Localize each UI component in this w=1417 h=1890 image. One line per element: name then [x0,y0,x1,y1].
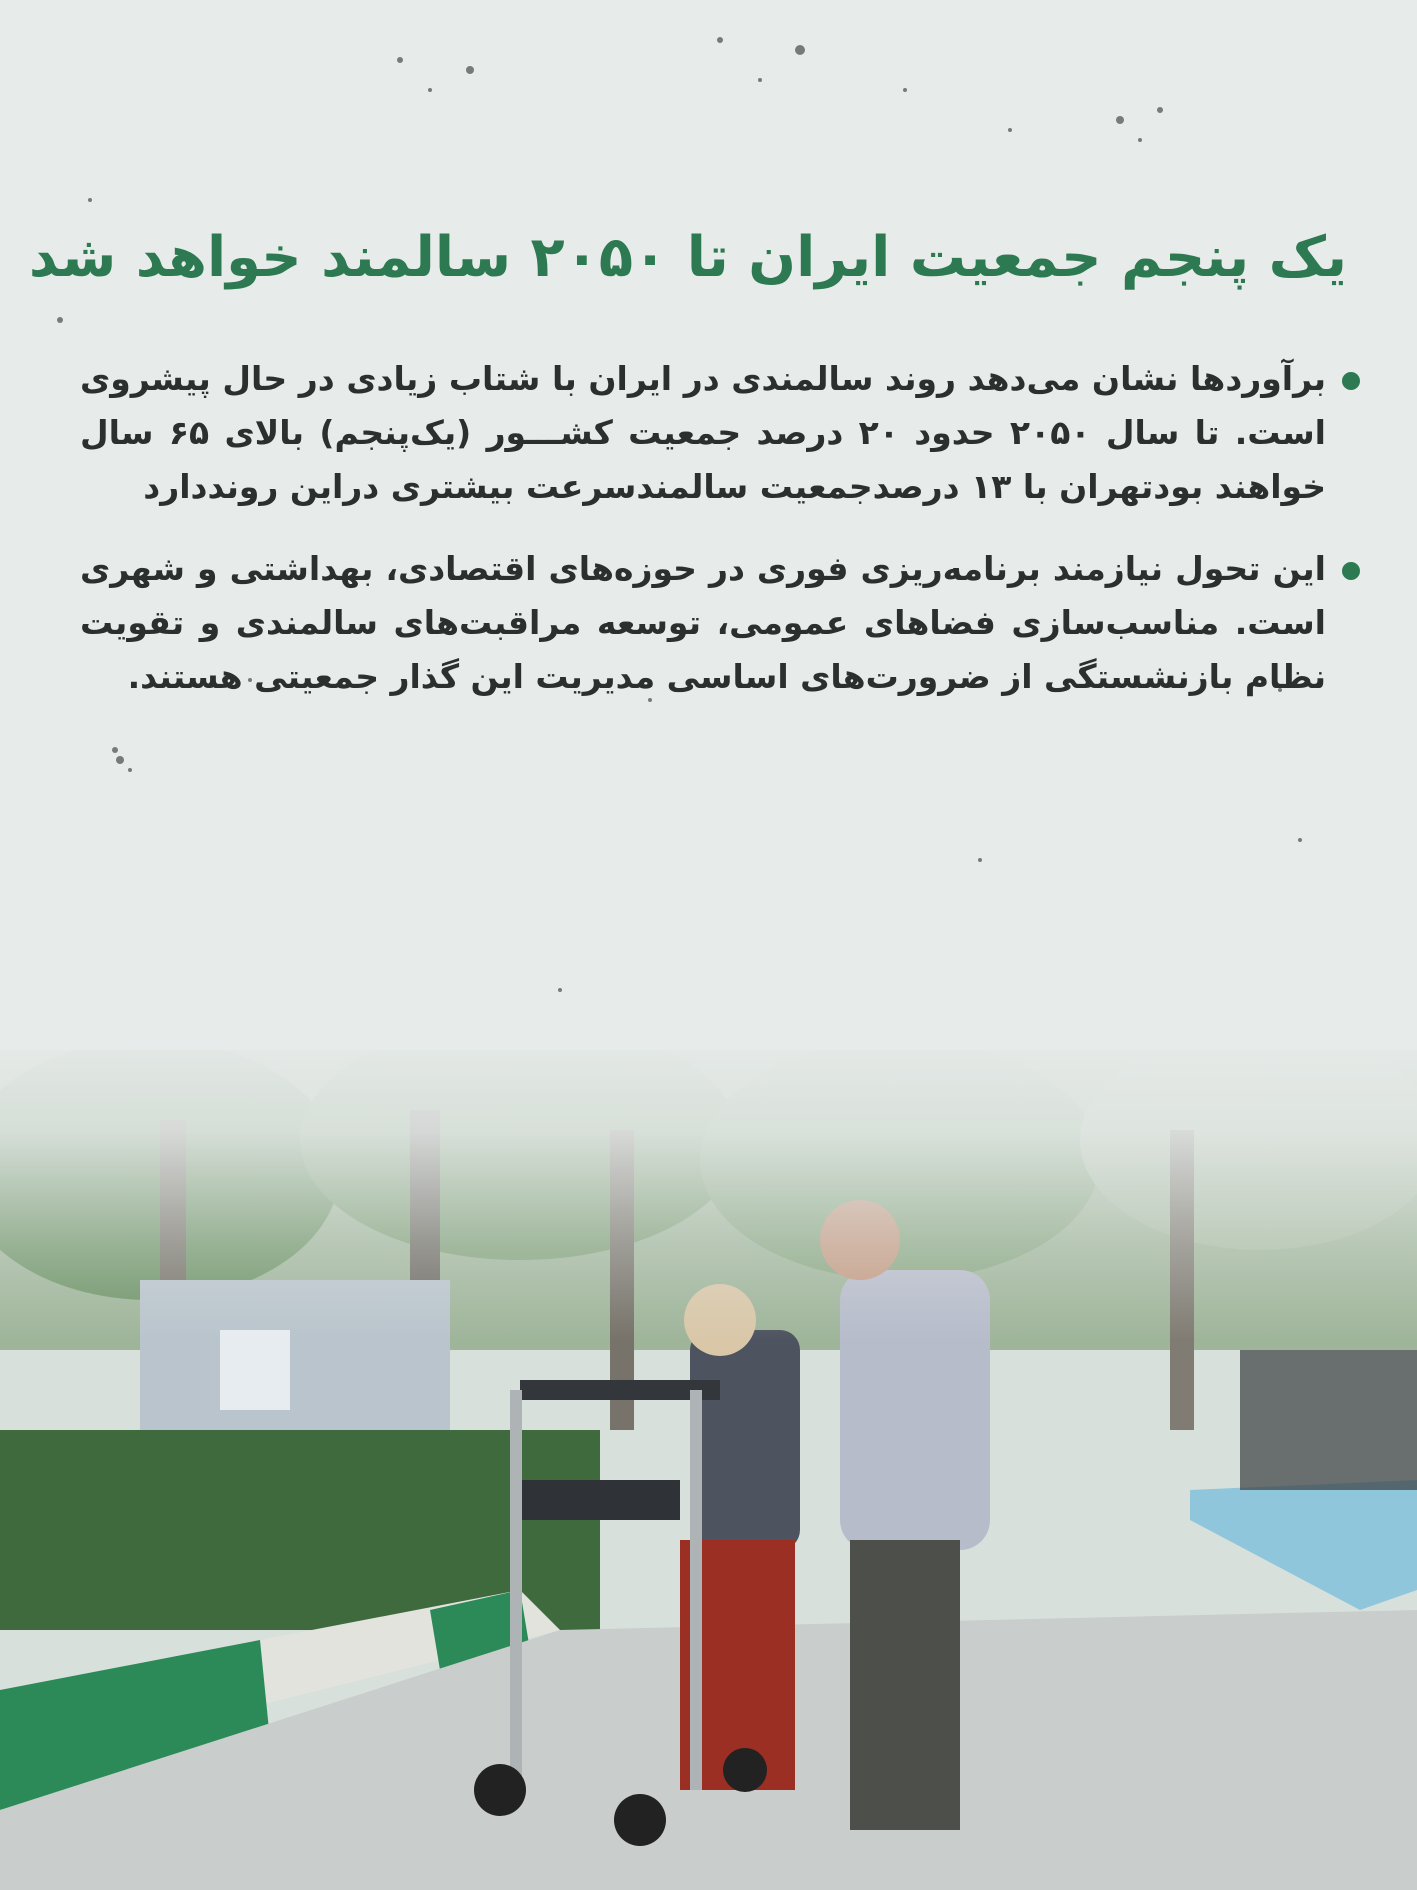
page-title: یک پنجم جمعیت ایران تا ۲۰۵۰ سالمند خواهد شد [28,225,1347,290]
bullet-list [80,352,1360,732]
bullet-text: برآوردها نشان می‌دهد روند سالمندی در ایران با شتاب زیادی در حال پیشروی است. تا سال ۲۰۵۰ حدود ۲۰ درصد جمعیت کشـــور (یک‌پنجم) بالای ۶۵ سال خواهند بودتهران با ۱۳ درصدجمعیت سالمندسرعت بیشتری دراین رونددارد [80,359,1326,506]
bullet-dot-icon [1342,372,1360,390]
bullet-text: این تحول نیازمند برنامه‌ریزی فوری در حوزه‌های اقتصادی، بهداشتی و شهری است. مناسب‌سازی فضاهای عمومی، توسعه مراقبت‌های سالمندی و تقویت نظام بازنشستگی از ضرورت‌های اساسی مدیریت این گذار جمعیتی هستند. [80,549,1326,696]
bullet-item [80,352,1360,514]
photo-fade-overlay [0,1020,1417,1340]
bullet-item [80,542,1360,704]
bullet-dot-icon [1342,562,1360,580]
